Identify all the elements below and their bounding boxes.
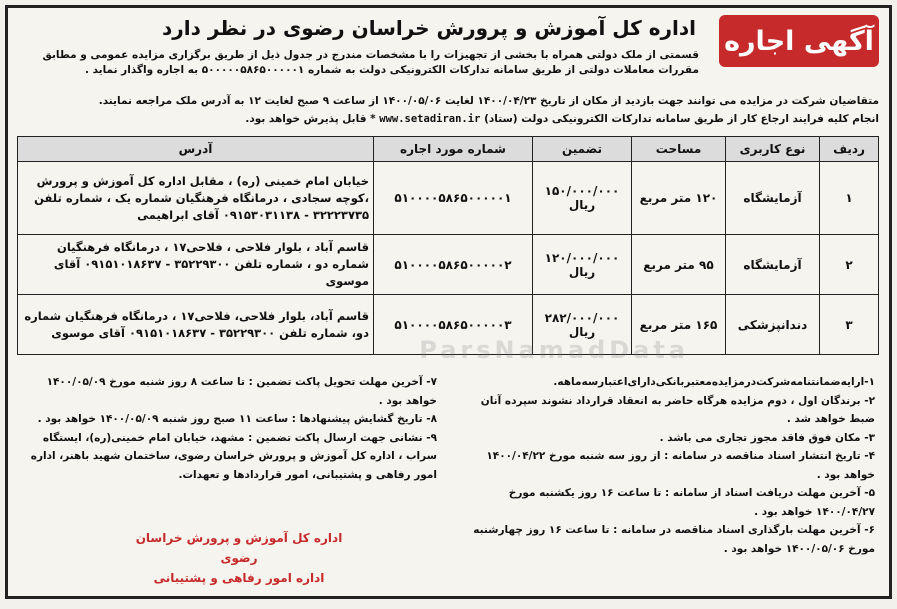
table-header-row: [18, 137, 879, 162]
visit-notice: متقاضیان شرکت در مزایده می توانند جهت بازدید از مکان از تاریخ ۱۴۰۰/۰۴/۲۳ لغایت ۱۴۰۰/۰۵/۰۶ از ساعت ۹ صبح لغایت ۱۲ به آدرس ملک مراجعه نمایند.: [98, 95, 879, 107]
signature-line: اداره امور رفاهی و پشتیبانی: [153, 571, 325, 585]
lease-table: [17, 136, 879, 355]
notice-heading: اداره کل آموزش و پرورش خراسان رضوی در نظر دارد: [161, 16, 697, 40]
area-cell: ۱۶۵ متر مربع: [632, 295, 726, 355]
lease-number-cell: ۵۱۰۰۰۰۵۸۶۵۰۰۰۰۰۳: [374, 295, 533, 355]
term-item: ۹- نشانی جهت ارسال پاکت تضمین : مشهد، خیابان امام خمینی(ره)، ایستگاه سراب ، اداره کل آموزش و پرورش خراسان رضوی، ساختمان شهید باهنر، اداره امور رفاهی و پشتیبانی، امور قراردادها و تعهدات.: [30, 431, 437, 481]
usage-cell: دندانپزشکی: [726, 295, 820, 355]
area-cell: ۱۲۰ متر مربع: [632, 162, 726, 235]
site-link[interactable]: www.setadiran.ir: [379, 113, 481, 125]
col-guarantee: تضمین: [533, 137, 632, 162]
usage-cell: آزمایشگاه: [726, 162, 820, 235]
intro-paragraph: قسمتی از ملک دولتی همراه با بخشی از تجهیزات را با مشخصات مندرج در جدول ذیل از طریق برگزاری مزایده عمومی و مطابق مقررات معاملات دولتی از طریق سامانه تدارکات الکترونیکی دولت به شماره ۵۰۰۰۰۰۵۸۶۵۰۰۰۰۰۱ به اجاره واگذار نماید .: [42, 49, 699, 76]
address-cell: قاسم آباد ، بلوار فلاحی ، فلاحی۱۷ ، درمانگاه فرهنگیان شماره دو ، شماره تلفن ۳۵۲۲۹۳۰۰ - ۰۹۱۵۱۰۱۸۶۳۷ آقای موسوی: [18, 235, 374, 295]
guarantee-cell: ۲۸۲/۰۰۰/۰۰۰ ریال: [533, 295, 632, 355]
col-row-number: ردیف: [820, 137, 879, 162]
usage-cell: آزمایشگاه: [726, 235, 820, 295]
term-item: ۲- برندگان اول ، دوم مزایده هرگاه حاضر به انعقاد قرارداد نشوند سپرده آنان ضبط خواهد شد .: [480, 394, 875, 425]
row-number: ۱: [820, 162, 879, 235]
lease-number-cell: ۵۱۰۰۰۰۵۸۶۵۰۰۰۰۰۱: [374, 162, 533, 235]
term-item: ۷- آخرین مهلت تحویل پاکت تضمین : تا ساعت ۸ روز شنبه مورخ ۱۴۰۰/۰۵/۰۹ خواهد بود .: [46, 376, 437, 407]
notice-badge: آگهی اجاره: [719, 15, 879, 67]
term-item: ۵- آخرین مهلت دریافت اسناد از سامانه : تا ساعت ۱۶ روز یکشنبه مورخ ۱۴۰۰/۰۴/۲۷ خواهد بود .: [508, 487, 875, 518]
col-area: مساحت: [632, 137, 726, 162]
terms-left-column: [17, 373, 437, 484]
address-cell: خیابان امام خمینی (ره) ، مقابل اداره کل آموزش و پرورش ،کوچه سجادی ، درمانگاه فرهنگیان شماره یک ، شماره تلفن ۳۲۲۲۳۷۳۵ - ۰۹۱۵۳۰۳۱۱۳۸ آقای ابراهیمی: [18, 162, 374, 235]
site-notice-text: انجام کلیه فرایند ارجاع کار از طریق سامانه تدارکات الکترونیکی دولت (ستاد): [484, 113, 879, 125]
term-item: ۱-ارایه‌ضمانتنامه‌شرکت‌در‌مزایده‌معتبربانکی‌دارای‌اعتبارسه‌ماهه.: [553, 376, 875, 388]
watermark: ParsNamadData: [419, 336, 689, 364]
site-notice-tail: * قابل پذیرش خواهد بود.: [245, 113, 376, 125]
col-address: آدرس: [18, 137, 374, 162]
area-cell: ۹۵ متر مربع: [632, 235, 726, 295]
tender-notice: [5, 5, 892, 599]
term-item: ۴- تاریخ انتشار اسناد مناقصه در سامانه : از روز سه شنبه مورخ ۱۴۰۰/۰۴/۲۲ خواهد بود .: [486, 450, 875, 481]
row-number: ۲: [820, 235, 879, 295]
term-item: ۳- مکان فوق فاقد مجوز تجاری می باشد .: [659, 431, 875, 444]
terms-right-column: [455, 373, 875, 558]
term-item: ۶- آخرین مهلت بارگذاری اسناد مناقصه در سامانه : تا ساعت ۱۶ روز چهارشنبه مورخ ۱۴۰۰/۰۵/۰۶ خواهد بود .: [473, 524, 875, 555]
table-row: [18, 162, 879, 235]
signature-block: [119, 528, 359, 588]
row-number: ۳: [820, 295, 879, 355]
guarantee-cell: ۱۲۰/۰۰۰/۰۰۰ ریال: [533, 235, 632, 295]
site-notice: [18, 112, 879, 127]
lease-number-cell: ۵۱۰۰۰۰۵۸۶۵۰۰۰۰۰۲: [374, 235, 533, 295]
table-row: [18, 235, 879, 295]
address-cell: قاسم آباد، بلوار فلاحی، فلاحی۱۷ ، درمانگاه فرهنگیان شماره دو، شماره تلفن ۳۵۲۲۹۳۰۰ - ۰۹۱۵۱۰۱۸۶۳۷ آقای موسوی: [18, 295, 374, 355]
col-usage: نوع کاربری: [726, 137, 820, 162]
term-item: ۸- تاریخ گشایش پیشنهادها : ساعت ۱۱ صبح روز شنبه ۱۴۰۰/۰۵/۰۹ خواهد بود .: [37, 413, 437, 425]
guarantee-cell: ۱۵۰/۰۰۰/۰۰۰ ریال: [533, 162, 632, 235]
col-lease-number: شماره مورد اجاره: [374, 137, 533, 162]
signature-line: اداره کل آموزش و پرورش خراسان رضوی: [135, 531, 343, 565]
